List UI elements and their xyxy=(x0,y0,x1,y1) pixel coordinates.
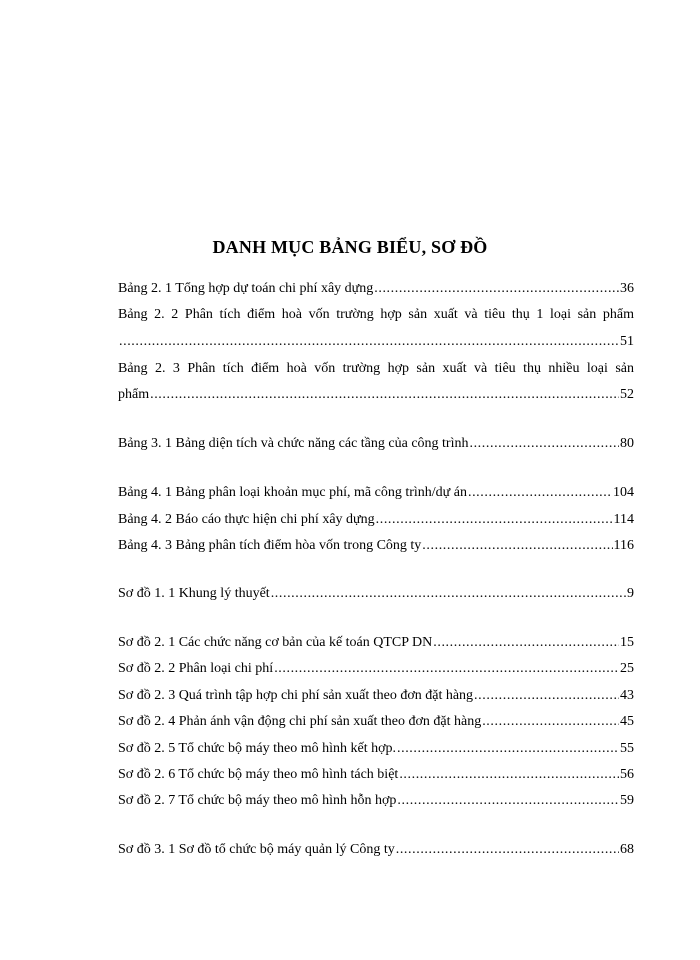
toc-entry-continuation[interactable] xyxy=(118,386,634,404)
toc-entry-label-line1: Bảng 2. 3 Phân tích điểm hoà vốn trường hợp sản xuất và tiêu thụ nhiều loại sản xyxy=(118,361,634,376)
dot-leader xyxy=(397,792,619,810)
toc-entry-page: 68 xyxy=(620,842,634,857)
toc-entry[interactable] xyxy=(118,660,634,678)
toc-entry-label: Bảng 4. 1 Bảng phân loại khoản mục phí, mã công trình/dự án xyxy=(118,485,467,500)
toc-entry-page: 80 xyxy=(620,436,634,451)
dot-leader xyxy=(274,660,619,678)
toc-entry-label: Sơ đồ 1. 1 Khung lý thuyết xyxy=(118,586,270,601)
toc-entry-page: 55 xyxy=(620,741,634,756)
toc-entry-page: 51 xyxy=(620,334,634,349)
dot-leader xyxy=(468,484,612,502)
toc-entry-continuation[interactable] xyxy=(118,333,634,351)
toc-entry[interactable] xyxy=(118,713,634,731)
toc-entry-page: 9 xyxy=(627,586,634,601)
toc-entry-page: 56 xyxy=(620,767,634,782)
toc-entry-label: Sơ đồ 2. 6 Tổ chức bộ máy theo mô hình tách biệt xyxy=(118,767,399,782)
toc-entry-page: 36 xyxy=(620,281,634,296)
dot-leader xyxy=(482,713,619,731)
toc-entry[interactable] xyxy=(118,537,634,555)
page-title: DANH MỤC BẢNG BIỂU, SƠ ĐỒ xyxy=(212,237,488,257)
toc-entry-page: 52 xyxy=(620,387,634,402)
toc-entry[interactable] xyxy=(118,634,634,652)
dot-leader xyxy=(399,766,619,784)
dot-leader xyxy=(119,333,619,351)
toc-entry[interactable] xyxy=(118,484,634,502)
dot-leader xyxy=(397,740,619,758)
dot-leader xyxy=(374,280,619,298)
toc-entry-page: 59 xyxy=(620,793,634,808)
toc-entry-label: Sơ đồ 2. 4 Phản ánh vận động chi phí sản xuất theo đơn đặt hàng xyxy=(118,714,482,729)
toc-entry[interactable] xyxy=(118,306,634,324)
toc-entry-page: 104 xyxy=(613,485,634,500)
dot-leader xyxy=(474,687,619,705)
toc-entry-label: Sơ đồ 2. 2 Phân loại chi phí xyxy=(118,661,274,676)
toc-entry-label-line1: Bảng 2. 2 Phân tích điểm hoà vốn trường hợp sản xuất và tiêu thụ 1 loại sản phẩm xyxy=(118,307,634,322)
toc-entry-label: phẩm xyxy=(118,387,150,402)
toc-entry[interactable] xyxy=(118,435,634,453)
dot-leader xyxy=(150,386,619,404)
toc-entry-page: 45 xyxy=(620,714,634,729)
toc-entry-label: Sơ đồ 2. 5 Tổ chức bộ máy theo mô hình kết hợp. xyxy=(118,741,396,756)
dot-leader xyxy=(271,585,626,603)
toc-entry[interactable] xyxy=(118,740,634,758)
toc-entry-label: Sơ đồ 3. 1 Sơ đồ tổ chức bộ máy quản lý Công ty xyxy=(118,842,395,857)
toc-entry-page: 15 xyxy=(620,635,634,650)
dot-leader xyxy=(433,634,619,652)
toc-entry-label: Bảng 2. 1 Tổng hợp dự toán chi phí xây dựng xyxy=(118,281,374,296)
dot-leader xyxy=(422,537,612,555)
toc-entry-label: Bảng 4. 2 Báo cáo thực hiện chi phí xây dựng xyxy=(118,512,375,527)
toc-entry-label: Sơ đồ 2. 7 Tổ chức bộ máy theo mô hình hỗn hợp xyxy=(118,793,397,808)
dot-leader xyxy=(376,511,613,529)
toc-entry[interactable] xyxy=(118,687,634,705)
dot-leader xyxy=(396,841,619,859)
dot-leader xyxy=(469,435,619,453)
toc-entry-label: Sơ đồ 2. 1 Các chức năng cơ bản của kế toán QTCP DN xyxy=(118,635,433,650)
toc-entry[interactable] xyxy=(118,360,634,378)
toc-entry-page: 114 xyxy=(613,512,634,527)
toc-entry-label: Bảng 4. 3 Bảng phân tích điểm hòa vốn trong Công ty xyxy=(118,538,422,553)
toc-entry-label: Sơ đồ 2. 3 Quá trình tập hợp chi phí sản xuất theo đơn đặt hàng xyxy=(118,688,474,703)
toc-entry[interactable] xyxy=(118,585,634,603)
toc-entry[interactable] xyxy=(118,792,634,810)
toc-entry[interactable] xyxy=(118,280,634,298)
toc-entry-label: Bảng 3. 1 Bảng diện tích và chức năng các tầng của công trình xyxy=(118,436,469,451)
toc-entry-page: 116 xyxy=(613,538,634,553)
toc-entry[interactable] xyxy=(118,766,634,784)
toc-entry[interactable] xyxy=(118,841,634,859)
toc-entry[interactable] xyxy=(118,511,634,529)
toc-entry-page: 43 xyxy=(620,688,634,703)
toc-entry-page: 25 xyxy=(620,661,634,676)
